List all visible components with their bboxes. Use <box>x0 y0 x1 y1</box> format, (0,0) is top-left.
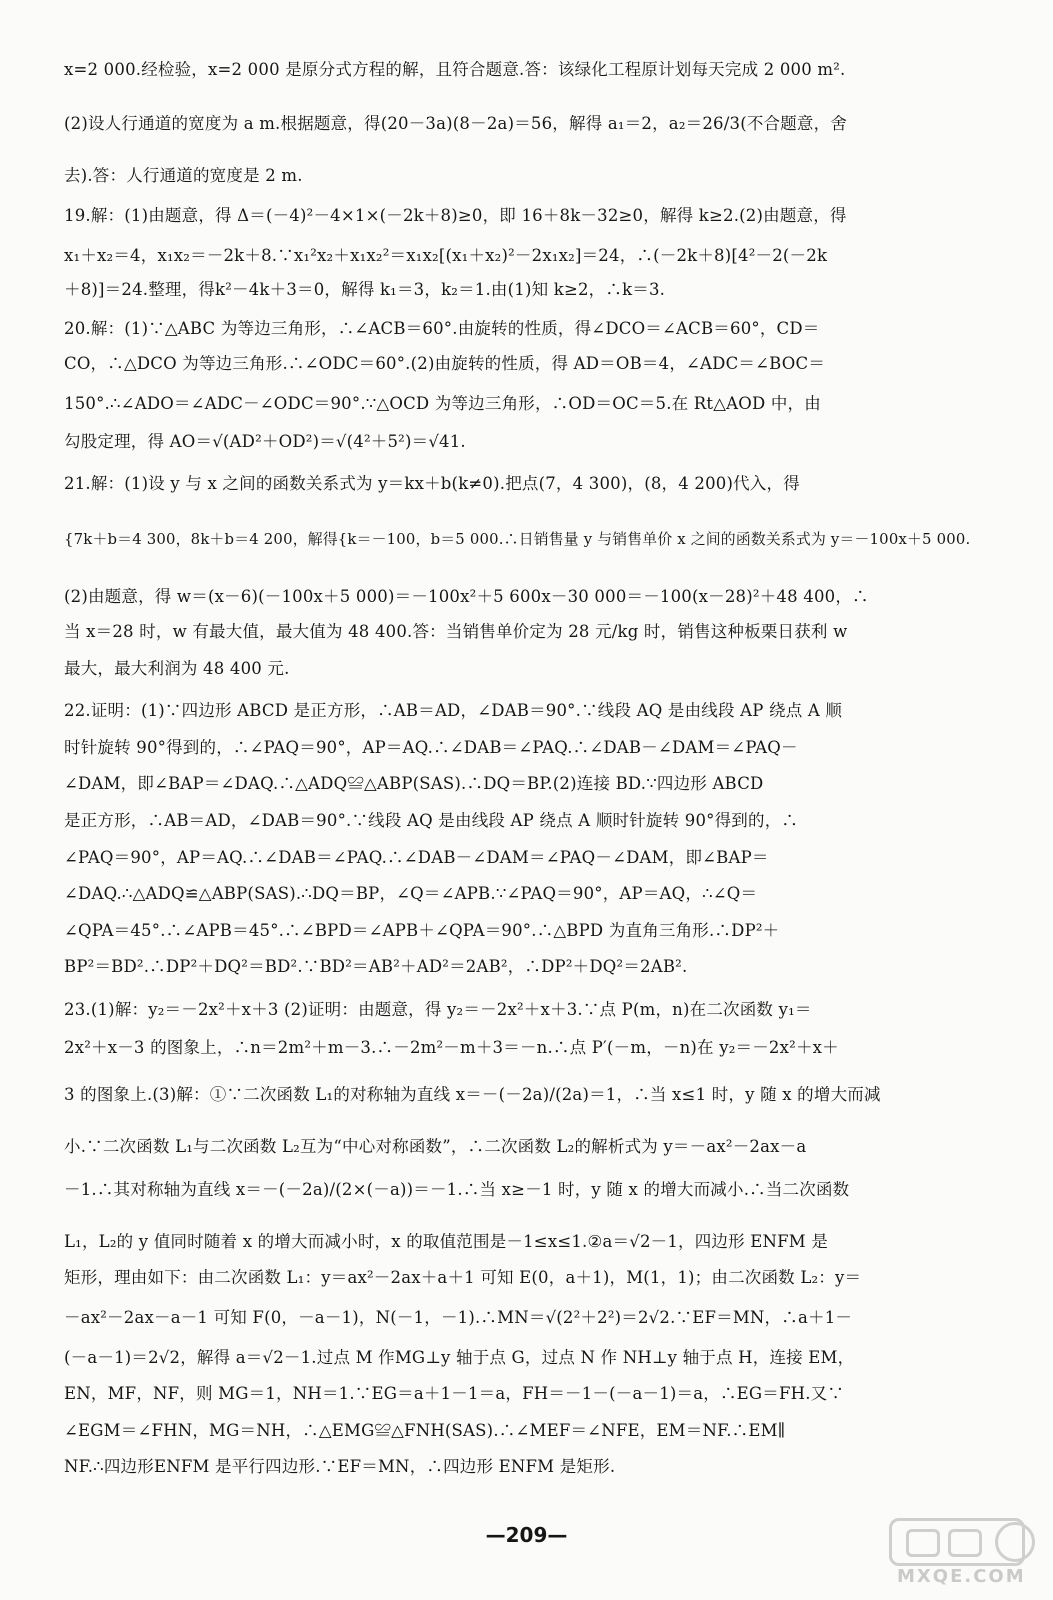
text-line: 是正方形，∴AB＝AD，∠DAB＝90°.∵线段 AQ 是由线段 AP 绕点 A 顺时针旋转 90°得到的，∴ <box>64 811 799 830</box>
text-line: 矩形，理由如下：由二次函数 L₁：y＝ax²－2ax＋a＋1 可知 E(0，a＋1)，M(1，1)；由二次函数 L₂：y＝ <box>64 1268 862 1287</box>
text-line: 当 x＝28 时，w 有最大值，最大值为 48 400.答：当销售单价定为 28 元/kg 时，销售这种板栗日获利 w <box>64 622 848 641</box>
text-line: －1.∴其对称轴为直线 x＝－(－2a)/(2×(－a))＝－1.∴当 x≥－1 时，y 随 x 的增大而减小.∴当二次函数 <box>64 1180 850 1199</box>
text-line-q22: 22.证明：(1)∵四边形 ABCD 是正方形，∴AB＝AD，∠DAB＝90°.∵线段 AQ 是由线段 AP 绕点 A 顺 <box>64 701 843 720</box>
text-line: L₁，L₂的 y 值同时随着 x 的增大而减小时，x 的取值范围是－1≤x≤1.②a＝√2－1，四边形 ENFM 是 <box>64 1232 829 1251</box>
text-line: 150°.∴∠ADO＝∠ADC－∠ODC＝90°.∵△OCD 为等边三角形，∴OD＝OC＝5.在 Rt△AOD 中，由 <box>64 394 821 413</box>
watermark-text: MXQE.COM <box>897 1566 1026 1587</box>
watermark-circle-icon <box>995 1522 1035 1562</box>
text-line: (－a－1)＝2√2，解得 a＝√2－1.过点 M 作MG⊥y 轴于点 G，过点 N 作 NH⊥y 轴于点 H，连接 EM， <box>64 1348 855 1367</box>
text-line: BP²＝BD².∴DP²＋DQ²＝BD².∵BD²＝AB²＋AD²＝2AB²，∴DP²＋DQ²＝2AB². <box>64 957 688 976</box>
text-line-q23: 23.(1)解：y₂＝－2x²＋x＋3 (2)证明：由题意，得 y₂＝－2x²＋x＋3.∵点 P(m，n)在二次函数 y₁＝ <box>64 1000 812 1019</box>
text-line-q20: 20.解：(1)∵△ABC 为等边三角形，∴∠ACB＝60°.由旋转的性质，得∠DCO＝∠ACB＝60°，CD＝ <box>64 319 820 338</box>
text-line: 3 的图象上.(3)解：①∵二次函数 L₁的对称轴为直线 x＝－(－2a)/(2a)＝1，∴当 x≤1 时，y 随 x 的增大而减 <box>64 1085 881 1104</box>
text-line: ∠EGM＝∠FHN，MG＝NH，∴△EMG≌△FNH(SAS).∴∠MEF＝∠NFE，EM＝NF.∴EM∥ <box>64 1421 786 1440</box>
text-line: EN，MF，NF，则 MG＝1，NH＝1.∵EG＝a＋1－1＝a，FH＝－1－(－a－1)＝a，∴EG＝FH.又∵ <box>64 1384 845 1403</box>
text-line: CO，∴△DCO 为等边三角形.∴∠ODC＝60°.(2)由旋转的性质，得 AD＝OB＝4，∠ADC＝∠BOC＝ <box>64 354 826 373</box>
page-number: —209— <box>485 1523 568 1547</box>
text-line: 勾股定理，得 AO＝√(AD²＋OD²)＝√(4²＋5²)＝√41. <box>64 432 466 451</box>
text-line: (2)设人行通道的宽度为 a m.根据题意，得(20－3a)(8－2a)＝56，解得 a₁＝2，a₂＝26/3(不合题意，舍 <box>64 114 848 133</box>
text-line-q21: 21.解：(1)设 y 与 x 之间的函数关系式为 y＝kx＋b(k≠0).把点(7，4 300)，(8，4 200)代入，得 <box>64 474 800 493</box>
text-line: 时针旋转 90°得到的，∴∠PAQ＝90°，AP＝AQ.∴∠DAB＝∠PAQ.∴∠DAB－∠DAM＝∠PAQ－ <box>64 738 798 757</box>
text-line-q19: 19.解：(1)由题意，得 Δ＝(－4)²－4×1×(－2k＋8)≥0，即 16＋8k－32≥0，解得 k≥2.(2)由题意，得 <box>64 206 847 225</box>
text-line: (2)由题意，得 w＝(x－6)(－100x＋5 000)＝－100x²＋5 600x－30 000＝－100(x－28)²＋48 400，∴ <box>64 587 869 606</box>
text-line: 去).答：人行通道的宽度是 2 m. <box>64 166 303 185</box>
text-line: x=2 000.经检验，x=2 000 是原分式方程的解，且符合题意.答：该绿化工程原计划每天完成 2 000 m². <box>64 60 846 79</box>
text-line: ∠PAQ＝90°，AP＝AQ.∴∠DAB＝∠PAQ.∴∠DAB－∠DAM＝∠PAQ－∠DAM，即∠BAP＝ <box>64 848 769 867</box>
text-line: ∠DAQ.∴△ADQ≌△ABP(SAS).∴DQ＝BP，∠Q＝∠APB.∵∠PAQ＝90°，AP＝AQ，∴∠Q＝ <box>64 884 758 903</box>
text-line: －ax²－2ax－a－1 可知 F(0，－a－1)，N(－1，－1).∴MN＝√(2²＋2²)＝2√2.∵EF＝MN，∴a＋1－ <box>64 1308 853 1327</box>
text-line: NF.∴四边形ENFM 是平行四边形.∵EF＝MN，∴四边形 ENFM 是矩形. <box>64 1457 616 1476</box>
text-line: x₁＋x₂＝4，x₁x₂＝－2k＋8.∵x₁²x₂＋x₁x₂²＝x₁x₂[(x₁＋x₂)²－2x₁x₂]＝24，∴(－2k＋8)[4²－2(－2k <box>64 246 828 265</box>
text-line: 小.∵二次函数 L₁与二次函数 L₂互为“中心对称函数”，∴二次函数 L₂的解析式为 y＝－ax²－2ax－a <box>64 1137 807 1156</box>
text-line: 最大，最大利润为 48 400 元. <box>64 659 290 678</box>
text-line: ∠QPA＝45°.∴∠APB＝45°.∴∠BPD＝∠APB＋∠QPA＝90°.∴△BPD 为直角三角形.∴DP²＋ <box>64 921 780 940</box>
watermark-logo <box>889 1518 1039 1588</box>
text-line: ＋8)]＝24.整理，得k²－4k＋3＝0，解得 k₁＝3，k₂＝1.由(1)知 k≥2，∴k＝3. <box>64 280 666 299</box>
text-line: 2x²＋x－3 的图象上，∴n＝2m²＋m－3.∴－2m²－m＋3＝－n.∴点 P′(－m，－n)在 y₂＝－2x²＋x＋ <box>64 1038 839 1057</box>
text-line: ∠DAM，即∠BAP＝∠DAQ.∴△ADQ≌△ABP(SAS).∴DQ＝BP.(2)连接 BD.∵四边形 ABCD <box>64 774 764 793</box>
text-line: {7k＋b＝4 300，8k＋b＝4 200，解得{k＝－100，b＝5 000.∴日销售量 y 与销售单价 x 之间的函数关系式为 y＝－100x＋5 000. <box>64 531 971 548</box>
